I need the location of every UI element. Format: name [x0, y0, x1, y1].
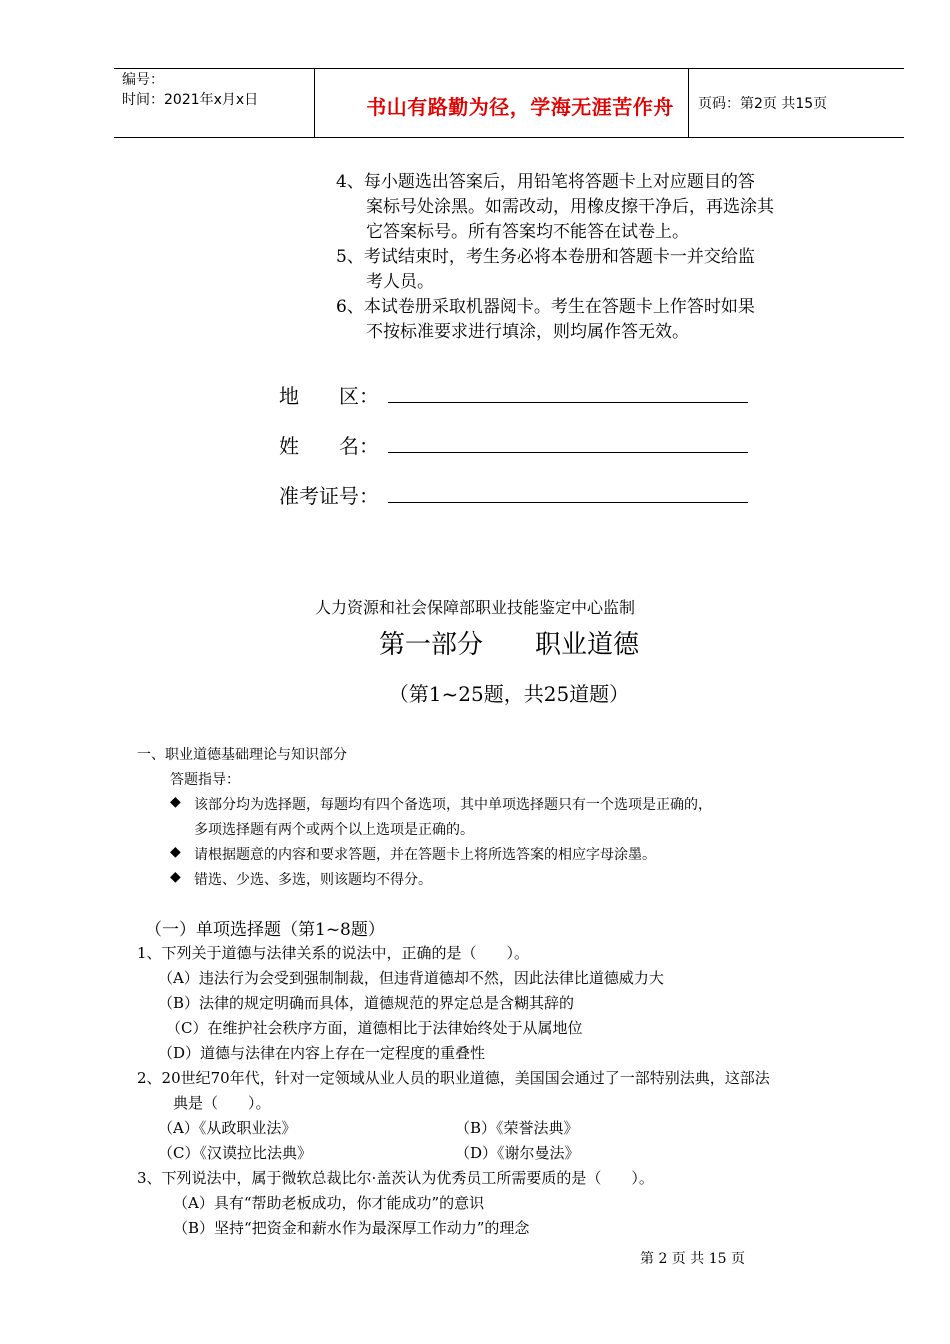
guide-bullet: 多项选择题有两个或两个以上选项是正确的。 [194, 822, 474, 838]
exam-id-field-label: 准考证号： [279, 484, 379, 508]
supervisor-line: 人力资源和社会保障部职业技能鉴定中心监制 [314, 598, 635, 617]
header-page-number: 页码：第2页 共15页 [698, 96, 828, 112]
document-time-label: 时间：2021年x月x日 [122, 92, 259, 108]
instruction-line: 5、考试结束时，考生务必将本卷册和答题卡一并交给监 [336, 247, 755, 267]
question-stem-continued: 典是（ ）。 [173, 1094, 271, 1112]
page-header [114, 68, 904, 138]
answer-option[interactable]: （D）道德与法律在内容上存在一定程度的重叠性 [158, 1044, 486, 1062]
name-field[interactable] [388, 452, 748, 453]
exam-id-field[interactable] [388, 502, 748, 503]
question-stem: 1、下列关于道德与法律关系的说法中，正确的是（ ）。 [137, 944, 530, 962]
region-field[interactable] [388, 402, 748, 403]
region-field-label: 地 区： [279, 384, 379, 408]
bullet-diamond-icon: ◆ [170, 844, 181, 860]
instruction-line: 6、本试卷册采取机器阅卡。考生在答题卡上作答时如果 [336, 297, 755, 317]
answer-option[interactable]: （A）违法行为会受到强制制裁，但违背道德却不然，因此法律比道德威力大 [158, 969, 664, 987]
answer-option[interactable]: （B）法律的规定明确而具体，道德规范的界定总是含糊其辞的 [158, 994, 575, 1012]
answer-option[interactable]: （A）具有“帮助老板成功，你才能成功”的意识 [173, 1194, 485, 1212]
instruction-line: 案标号处涂黑。如需改动，用橡皮擦干净后，再选涂其 [366, 197, 774, 217]
subsection-title: （一）单项选择题（第1~8题） [145, 920, 385, 940]
answer-option[interactable]: （B）《荣誉法典》 [455, 1119, 579, 1137]
guide-bullet: 错选、少选、多选，则该题均不得分。 [194, 872, 432, 888]
guide-bullet: 该部分均为选择题，每题均有四个备选项，其中单项选择题只有一个选项是正确的， [194, 797, 712, 813]
instruction-line: 考人员。 [366, 272, 434, 292]
answer-option[interactable]: （A）《从政职业法》 [158, 1119, 297, 1137]
instruction-line: 它答案标号。所有答案均不能答在试卷上。 [366, 222, 689, 242]
part-range: （第1~25题，共25道题） [388, 682, 630, 706]
answer-option[interactable]: （C）《汉谟拉比法典》 [158, 1144, 312, 1162]
instruction-line: 不按标准要求进行填涂，则均属作答无效。 [366, 322, 689, 342]
header-divider [688, 69, 689, 137]
question-stem: 2、20世纪70年代，针对一定领域从业人员的职业道德，美国国会通过了一部特别法典，这部法 [137, 1069, 770, 1087]
answer-option[interactable]: （D）《谢尔曼法》 [455, 1144, 580, 1162]
name-field-label: 姓 名： [279, 434, 379, 458]
header-motto: 书山有路勤为径，学海无涯苦作舟 [366, 95, 674, 119]
section-title: 一、职业道德基础理论与知识部分 [137, 747, 347, 763]
question-stem: 3、下列说法中，属于微软总裁比尔·盖茨认为优秀员工所需要质的是（ ）。 [137, 1169, 654, 1187]
answer-option[interactable]: （B）坚持“把资金和薪水作为最深厚工作动力”的理念 [173, 1219, 530, 1237]
document-number-label: 编号： [122, 72, 164, 88]
answer-option[interactable]: （C）在维护社会秩序方面，道德相比于法律始终处于从属地位 [166, 1019, 583, 1037]
page-footer: 第 2 页 共 15 页 [640, 1251, 745, 1267]
header-divider [314, 69, 315, 137]
bullet-diamond-icon: ◆ [170, 869, 181, 885]
guide-label: 答题指导： [170, 772, 240, 788]
guide-bullet: 请根据题意的内容和要求答题，并在答题卡上将所选答案的相应字母涂墨。 [194, 847, 656, 863]
bullet-diamond-icon: ◆ [170, 794, 181, 810]
part-title: 第一部分 职业道德 [378, 630, 639, 660]
instruction-line: 4、每小题选出答案后，用铅笔将答题卡上对应题目的答 [336, 172, 755, 192]
